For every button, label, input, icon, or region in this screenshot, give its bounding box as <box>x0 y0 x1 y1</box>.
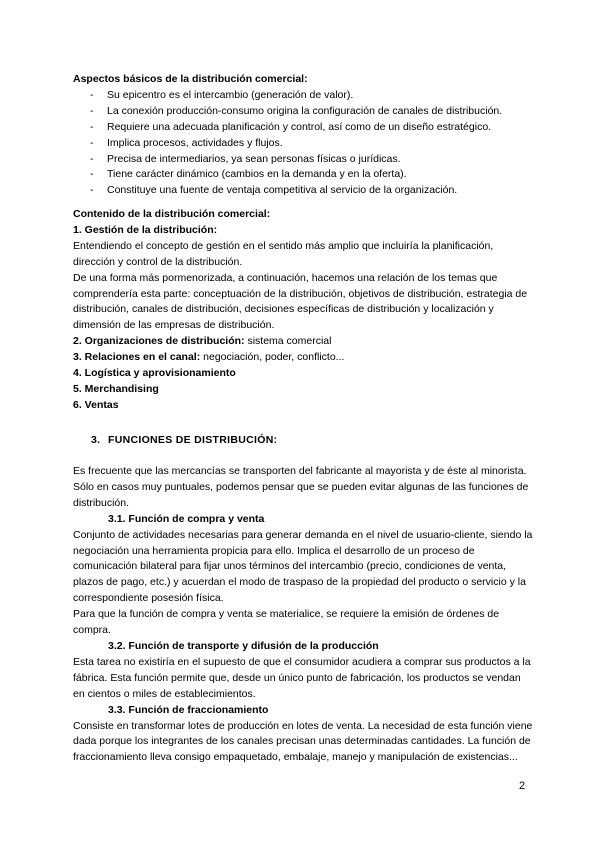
subsection-3-3-title: 3.3. Función de fraccionamiento <box>108 703 269 716</box>
section-3-number: 3. <box>91 434 101 446</box>
subsection-3-1-paragraph-2: Para que la función de compra y venta se materialice, se requiere la emisión de órdenes de compra. <box>73 608 500 637</box>
contenido-item-4: 4. Logística y aprovisionamiento <box>73 367 236 380</box>
contenido-item-5: 5. Merchandising <box>73 382 159 395</box>
list-item: - Requiere una adecuada planificación y control, así como de un diseño estratégico. <box>73 120 533 136</box>
aspects-list <box>73 88 533 199</box>
subsection-3-1-title: 3.1. Función de compra y venta <box>108 512 265 525</box>
subsection-3-1-paragraph-1: Conjunto de actividades necesarias para generar demanda en el nivel de usuario-cliente, siendo la negociación una herramienta propicia para ello. Implica el desarrollo de un proceso de comunicación bilateral para fijar unos términos del intercambio (precio, condiciones de venta, plazos de pago, etc.) y acuerdan el modo de traspaso de la propiedad del producto o servicio y la correspondiente posesión física. <box>73 528 533 605</box>
contenido-item-2 <box>73 334 533 350</box>
list-item: - Tiene carácter dinámico (cambios en la demanda y en la oferta). <box>73 167 533 183</box>
list-item: - Implica procesos, actividades y flujos. <box>73 136 533 152</box>
item-2-label: 2. Organizaciones de distribución: <box>73 335 245 348</box>
list-item: - La conexión producción-consumo origina la configuración de canales de distribución. <box>73 104 533 120</box>
funciones-section <box>73 464 533 766</box>
gestion-paragraph-2: De una forma más pormenorizada, a continuación, hacemos una relación de los temas que comprendería esta parte: conceptuación de la distribución, objetivos de distribución, estrategia de distribución, canales de distribución, decisiones específicas de distribución y localización y dimensión de las empresas de distribución. <box>73 271 528 332</box>
funciones-intro: Es frecuente que las mercancías se transporten del fabricante al mayorista y de éste al minorista. Sólo en casos muy puntuales, podemos pensar que se pueden evitar algunas de las funciones de distribución. <box>73 465 529 509</box>
list-item: - Su epicentro es el intercambio (generación de valor). <box>73 88 533 104</box>
section-3-title: FUNCIONES DE DISTRIBUCIÓN: <box>108 434 278 446</box>
contenido-section <box>73 207 533 414</box>
page-number: 2 <box>519 780 526 792</box>
gestion-paragraph-1: Entendiendo el concepto de gestión en el sentido más amplio que incluiría la planificación, dirección y control de la distribución. <box>73 239 494 268</box>
subsection-3-3-paragraph: Consiste en transformar lotes de producción en lotes de venta. La necesidad de esta función viene dada porque los integrantes de los canales precisan unas determinadas cantidades. La función de fraccionamiento lleva consigo empaquetado, embalaje, manejo y manipulación de existencias... <box>73 719 533 764</box>
item-3-label: 3. Relaciones en el canal: <box>73 351 201 364</box>
section-3-heading <box>91 434 277 446</box>
item-2-text: sistema comercial <box>244 335 332 348</box>
gestion-heading: 1. Gestión de la distribución: <box>73 223 218 236</box>
contenido-item-6: 6. Ventas <box>73 398 119 411</box>
list-item: - Constituye una fuente de ventaja competitiva al servicio de la organización. <box>73 183 533 199</box>
subsection-3-2-paragraph: Esta tarea no existiría en el supuesto de que el consumidor acudiera a comprar sus productos a la fábrica. Esta función permite que, desde un único punto de fabricación, los productos se vendan en cientos o miles de establecimientos. <box>73 655 531 700</box>
aspects-heading: Aspectos básicos de la distribución comercial: <box>73 73 308 85</box>
list-item: - Precisa de intermediarios, ya sean personas físicas o jurídicas. <box>73 152 533 168</box>
subsection-3-2-title: 3.2. Función de transporte y difusión de la producción <box>108 639 379 652</box>
contenido-heading: Contenido de la distribución comercial: <box>73 208 271 220</box>
contenido-item-3 <box>73 350 533 366</box>
aspects-section <box>73 72 533 199</box>
item-3-text: negociación, poder, conflicto... <box>200 351 345 364</box>
